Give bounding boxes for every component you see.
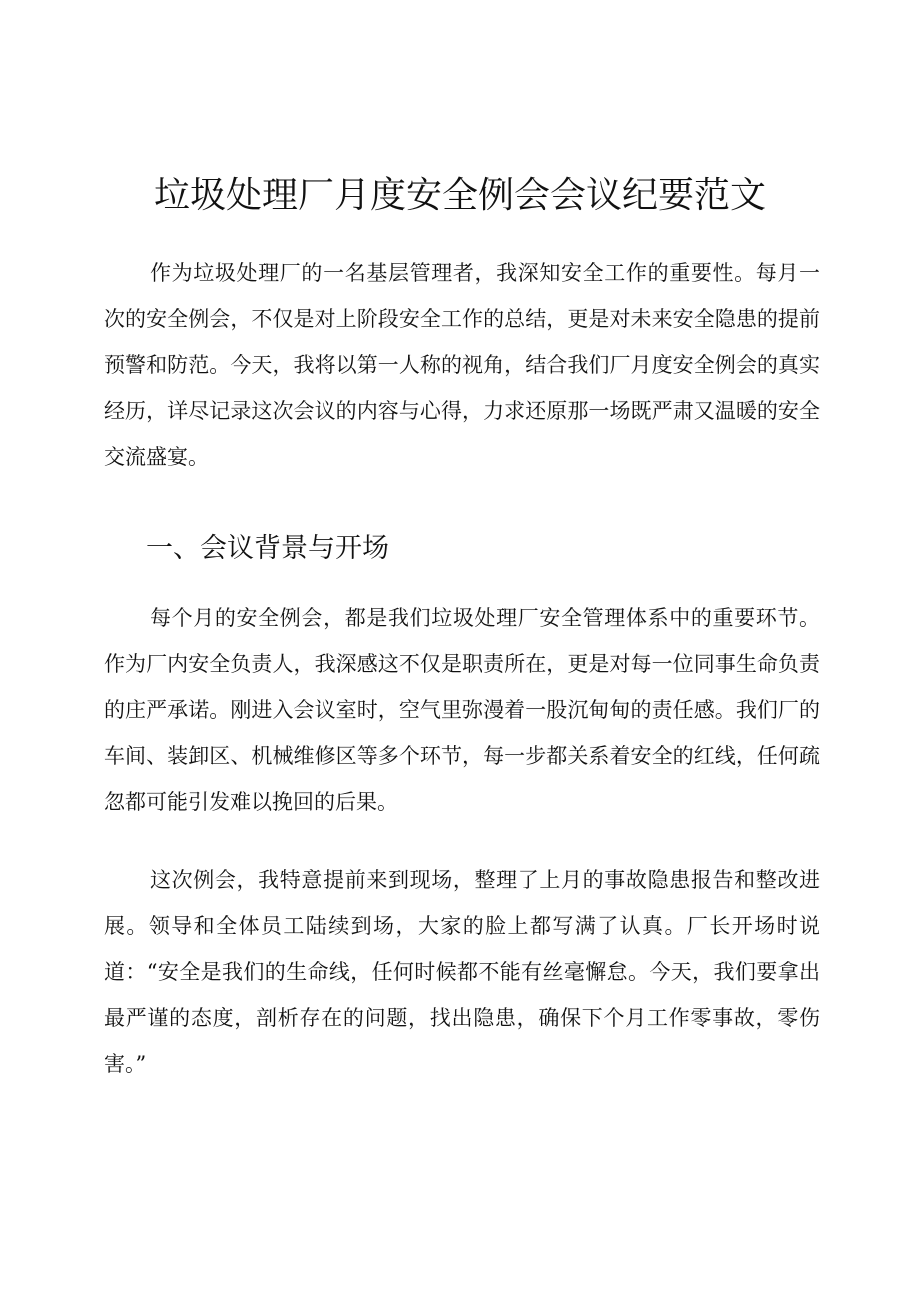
document-title: 垃圾处理厂月度安全例会会议纪要范文 xyxy=(153,175,766,216)
intro-paragraph: 作为垃圾处理厂的一名基层管理者，我深知安全工作的重要性。每月一次的安全例会，不仅是对上阶段安全工作的总结，更是对未来安全隐患的提前预警和防范。今天，我将以第一人称的视角，结合我们厂月度安全例会的真实经历，详尽记录这次会议的内容与心得，力求还原那一场既严肃又温暖的安全交流盛宴。 xyxy=(104,261,820,469)
body-paragraph: 这次例会，我特意提前来到现场，整理了上月的事故隐患报告和整改进展。领导和全体员工陆续到场，大家的脸上都写满了认真。厂长开场时说道：“安全是我们的生命线，任何时候都不能有丝毫懈怠。今天，我们要拿出最严谨的态度，剖析存在的问题，找出隐患，确保下个月工作零事故，零伤害。” xyxy=(104,868,820,1076)
section-heading: 一、会议背景与开场 xyxy=(146,533,389,564)
body-paragraph: 每个月的安全例会，都是我们垃圾处理厂安全管理体系中的重要环节。作为厂内安全负责人，我深感这不仅是职责所在，更是对每一位同事生命负责的庄严承诺。刚进入会议室时，空气里弥漫着一股沉甸甸的责任感。我们厂的车间、装卸区、机械维修区等多个环节，每一步都关系着安全的红线，任何疏忽都可能引发难以挽回的后果。 xyxy=(104,606,820,814)
